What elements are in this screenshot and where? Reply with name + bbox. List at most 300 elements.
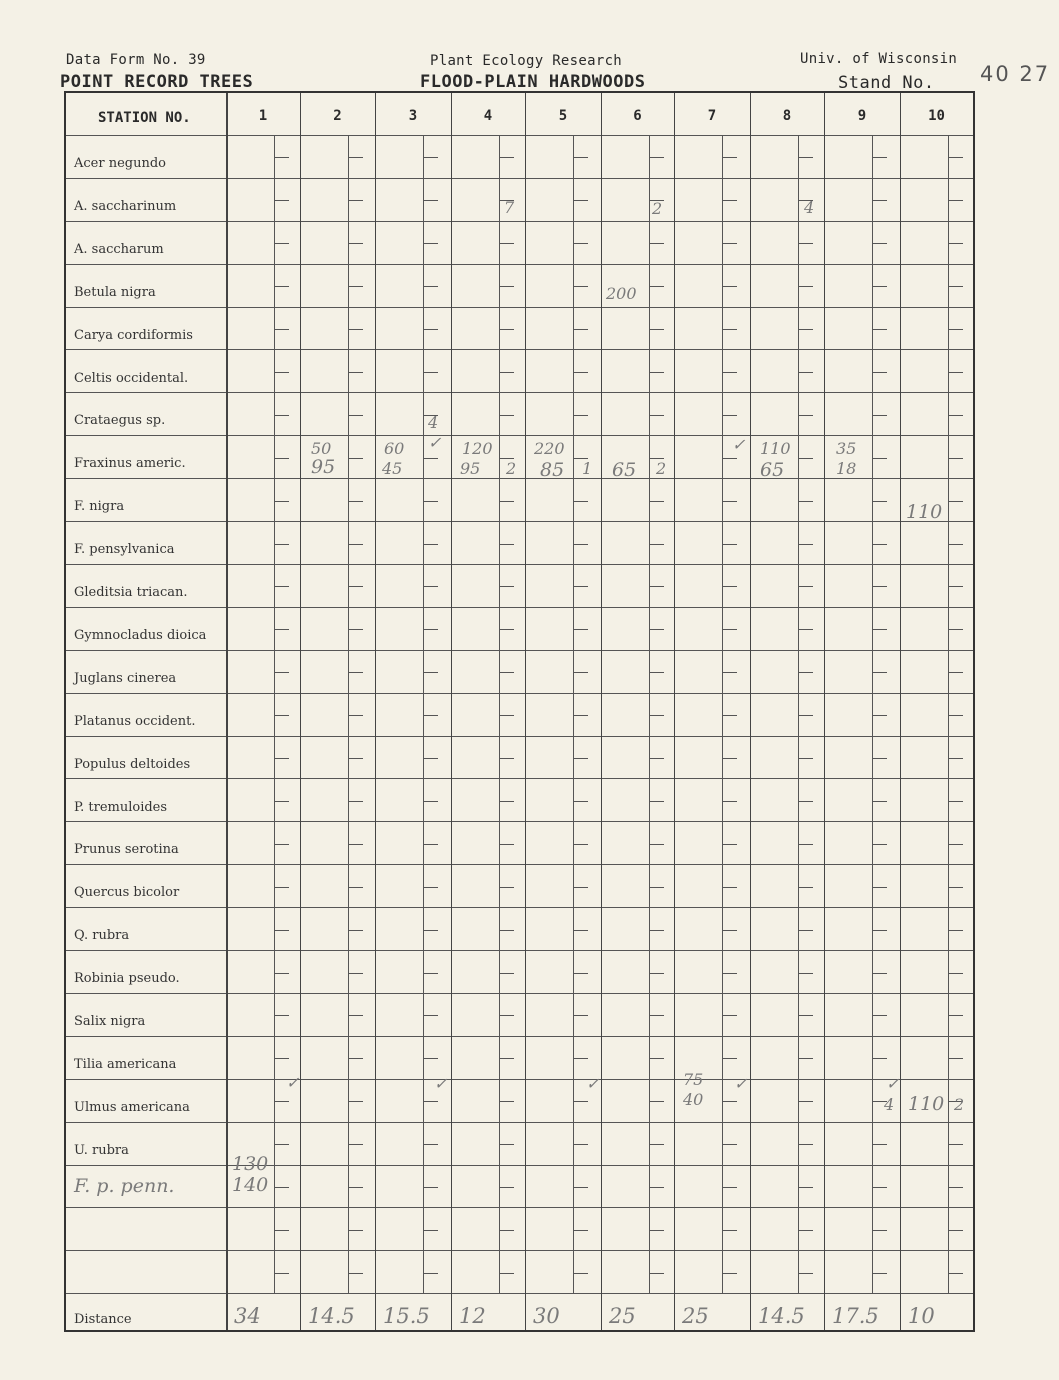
sub-tick: [650, 973, 664, 974]
species-label: Carya cordiformis: [74, 327, 193, 343]
station-number: 4: [483, 108, 493, 124]
sub-tick: [500, 372, 514, 373]
category-label: FLOOD-PLAIN HARDWOODS: [420, 72, 646, 92]
handwritten-entry: 2: [954, 1095, 965, 1114]
sub-tick: [574, 672, 588, 673]
sub-tick: [723, 930, 737, 931]
sub-tick: [500, 329, 514, 330]
sub-tick: [799, 372, 813, 373]
sub-tick: [650, 1230, 664, 1231]
sub-tick: [873, 887, 887, 888]
sub-tick: [500, 415, 514, 416]
sub-tick: [873, 458, 887, 459]
sub-tick: [949, 1015, 963, 1016]
handwritten-entry: 85: [540, 459, 565, 481]
sub-tick: [349, 1230, 363, 1231]
institution-label: Univ. of Wisconsin: [800, 51, 958, 67]
sub-tick: [723, 672, 737, 673]
sub-tick: [574, 415, 588, 416]
distance-value: 25: [682, 1304, 709, 1329]
sub-tick: [873, 1230, 887, 1231]
sub-tick: [799, 501, 813, 502]
species-label: Fraxinus americ.: [74, 456, 186, 472]
sub-tick: [275, 1230, 289, 1231]
sub-tick: [424, 1144, 438, 1145]
species-label: Gymnocladus dioica: [74, 627, 207, 643]
sub-tick: [275, 243, 289, 244]
sub-tick: [275, 200, 289, 201]
sub-tick: [574, 1015, 588, 1016]
sub-tick: [873, 501, 887, 502]
sub-tick: [275, 1144, 289, 1145]
sub-tick: [275, 672, 289, 673]
sub-tick: [949, 887, 963, 888]
handwritten-entry: ✓: [586, 1074, 600, 1093]
sub-tick: [424, 672, 438, 673]
species-label: Prunus serotina: [74, 842, 179, 858]
sub-tick: [500, 157, 514, 158]
sub-tick: [275, 544, 289, 545]
species-label: U. rubra: [74, 1142, 129, 1158]
sub-tick: [349, 1187, 363, 1188]
species-row: [66, 565, 973, 608]
column-divider: [824, 93, 825, 1330]
sub-tick: [500, 1058, 514, 1059]
sub-tick: [349, 415, 363, 416]
distance-value: 15.5: [383, 1304, 430, 1329]
sub-tick: [799, 329, 813, 330]
species-row: [66, 1123, 973, 1166]
sub-tick: [799, 758, 813, 759]
sub-tick: [723, 1187, 737, 1188]
sub-tick: [723, 1101, 737, 1102]
species-row: [66, 522, 973, 565]
sub-tick: [349, 372, 363, 373]
sub-tick: [949, 973, 963, 974]
species-row: [66, 136, 973, 179]
sub-tick: [799, 1273, 813, 1274]
sub-tick: [424, 157, 438, 158]
sub-tick: [723, 629, 737, 630]
sub-tick: [424, 501, 438, 502]
sub-tick: [723, 157, 737, 158]
sub-tick: [349, 1015, 363, 1016]
sub-tick: [349, 1273, 363, 1274]
sub-tick: [424, 1015, 438, 1016]
sub-tick: [873, 672, 887, 673]
station-number: 10: [928, 108, 945, 124]
sub-tick: [650, 1273, 664, 1274]
sub-tick: [949, 844, 963, 845]
sub-tick: [873, 586, 887, 587]
column-divider: [750, 93, 751, 1330]
handwritten-entry: ✓: [732, 435, 746, 454]
sub-tick: [574, 715, 588, 716]
sub-tick: [275, 329, 289, 330]
sub-tick: [723, 243, 737, 244]
sub-tick: [424, 930, 438, 931]
sub-tick: [650, 801, 664, 802]
handwritten-entry: 95: [311, 456, 336, 478]
sub-tick: [949, 1230, 963, 1231]
sub-tick: [723, 200, 737, 201]
sub-tick: [500, 973, 514, 974]
sub-tick: [349, 887, 363, 888]
sub-tick: [799, 715, 813, 716]
sub-tick: [949, 329, 963, 330]
sub-tick: [949, 372, 963, 373]
sub-tick: [799, 458, 813, 459]
sub-tick: [799, 243, 813, 244]
distance-label: Distance: [74, 1311, 132, 1327]
station-label: STATION NO.: [98, 110, 191, 126]
sub-tick: [723, 1273, 737, 1274]
sub-tick: [275, 372, 289, 373]
sub-tick: [799, 1144, 813, 1145]
distance-value: 10: [908, 1304, 935, 1329]
species-label: Populus deltoides: [74, 756, 191, 772]
form-number: Data Form No. 39: [66, 52, 206, 68]
sub-tick: [424, 243, 438, 244]
sub-tick: [873, 801, 887, 802]
species-row: [66, 651, 973, 694]
sub-tick: [650, 544, 664, 545]
sub-tick: [949, 930, 963, 931]
sub-tick: [424, 715, 438, 716]
sub-tick: [799, 286, 813, 287]
sub-tick: [723, 415, 737, 416]
sub-tick: [723, 586, 737, 587]
sub-tick: [799, 586, 813, 587]
sub-tick: [424, 1230, 438, 1231]
blank-row: [66, 1166, 973, 1209]
sub-tick: [424, 458, 438, 459]
sub-tick: [723, 973, 737, 974]
handwritten-entry: 2: [506, 459, 517, 478]
sub-tick: [799, 629, 813, 630]
distance-value: 30: [533, 1304, 560, 1329]
distance-value: 14.5: [758, 1304, 805, 1329]
handwritten-entry: 120: [462, 439, 493, 458]
handwritten-entry: 4: [804, 198, 815, 217]
handwritten-entry: 4: [428, 413, 439, 432]
sub-tick: [500, 1015, 514, 1016]
handwritten-entry: 35: [836, 439, 857, 458]
sub-tick: [574, 1187, 588, 1188]
sub-tick: [574, 372, 588, 373]
sub-tick: [650, 887, 664, 888]
sub-tick: [650, 329, 664, 330]
sub-tick: [723, 372, 737, 373]
species-row: [66, 179, 973, 222]
sub-tick: [424, 200, 438, 201]
sub-tick: [500, 1144, 514, 1145]
species-row: [66, 1037, 973, 1080]
sub-tick: [574, 758, 588, 759]
species-label: Celtis occidental.: [74, 370, 189, 386]
station-number: 8: [782, 108, 792, 124]
species-row: [66, 908, 973, 951]
sub-tick: [949, 458, 963, 459]
sub-tick: [275, 1015, 289, 1016]
sub-tick: [650, 1015, 664, 1016]
sub-tick: [424, 1273, 438, 1274]
handwritten-entry: 65: [760, 459, 785, 481]
sub-tick: [949, 1187, 963, 1188]
handwritten-entry: 1: [582, 459, 593, 478]
sub-tick: [500, 286, 514, 287]
handwritten-entry: 130: [232, 1153, 269, 1175]
sub-tick: [574, 157, 588, 158]
sub-tick: [723, 758, 737, 759]
column-divider: [451, 93, 452, 1330]
column-divider: [525, 93, 526, 1330]
sub-tick: [873, 200, 887, 201]
sub-tick: [873, 372, 887, 373]
species-label: Juglans cinerea: [74, 670, 177, 686]
handwritten-entry: 18: [836, 459, 857, 478]
sub-tick: [873, 973, 887, 974]
sub-tick: [574, 887, 588, 888]
sub-tick: [949, 286, 963, 287]
sub-tick: [349, 672, 363, 673]
sub-tick: [949, 501, 963, 502]
sub-tick: [349, 1144, 363, 1145]
sub-tick: [275, 458, 289, 459]
handwritten-entry: 40: [683, 1090, 704, 1109]
sub-tick: [873, 1058, 887, 1059]
species-row: [66, 822, 973, 865]
sub-tick: [723, 715, 737, 716]
sub-tick: [275, 973, 289, 974]
sub-tick: [500, 1101, 514, 1102]
sub-tick: [949, 243, 963, 244]
sub-tick: [873, 544, 887, 545]
sub-tick: [500, 544, 514, 545]
species-row: [66, 994, 973, 1037]
sub-tick: [873, 758, 887, 759]
sub-tick: [949, 629, 963, 630]
handwritten-entry: 60: [384, 439, 405, 458]
sub-tick: [574, 544, 588, 545]
sub-tick: [799, 544, 813, 545]
species-row: [66, 737, 973, 780]
sub-tick: [424, 629, 438, 630]
handwritten-entry: 140: [232, 1174, 269, 1196]
sub-tick: [873, 243, 887, 244]
species-row: [66, 393, 973, 436]
sub-tick: [500, 887, 514, 888]
sub-tick: [574, 1273, 588, 1274]
sub-tick: [650, 1058, 664, 1059]
sub-tick: [723, 458, 737, 459]
sub-tick: [349, 286, 363, 287]
sub-tick: [349, 973, 363, 974]
sub-tick: [873, 715, 887, 716]
species-label: F. pensylvanica: [74, 542, 175, 558]
handwritten-entry: 7: [504, 198, 515, 217]
handwritten-entry: 95: [460, 459, 481, 478]
sub-tick: [349, 200, 363, 201]
sub-tick: [574, 1058, 588, 1059]
station-number: 2: [333, 108, 342, 124]
sub-tick: [723, 887, 737, 888]
sub-tick: [424, 372, 438, 373]
sub-tick: [650, 1101, 664, 1102]
sub-tick: [500, 801, 514, 802]
sub-tick: [799, 1187, 813, 1188]
sub-tick: [424, 286, 438, 287]
sub-tick: [574, 243, 588, 244]
sub-tick: [873, 415, 887, 416]
handwritten-entry: 2: [656, 459, 667, 478]
species-label: Tilia americana: [74, 1056, 177, 1072]
sub-tick: [949, 415, 963, 416]
sub-tick: [349, 157, 363, 158]
distance-value: 17.5: [832, 1304, 879, 1329]
sub-tick: [349, 544, 363, 545]
station-header-row: [66, 93, 973, 136]
sub-tick: [500, 1273, 514, 1274]
sub-tick: [873, 157, 887, 158]
distance-value: 14.5: [308, 1304, 355, 1329]
sub-tick: [349, 758, 363, 759]
sub-tick: [349, 458, 363, 459]
species-row: [66, 1080, 973, 1123]
sub-tick: [949, 758, 963, 759]
sub-tick: [574, 329, 588, 330]
handwritten-entry: ✓: [286, 1073, 300, 1092]
sub-tick: [574, 973, 588, 974]
sub-tick: [650, 672, 664, 673]
column-divider: [375, 93, 376, 1330]
sub-tick: [949, 200, 963, 201]
species-label: Salix nigra: [74, 1014, 146, 1029]
species-row: [66, 780, 973, 823]
species-label: Quercus bicolor: [74, 885, 180, 901]
sub-tick: [574, 586, 588, 587]
research-label: Plant Ecology Research: [430, 53, 623, 69]
sub-tick: [949, 672, 963, 673]
handwritten-entry: F. p. penn.: [74, 1175, 175, 1197]
blank-row: [66, 1251, 973, 1294]
column-divider: [226, 93, 228, 1330]
sub-tick: [650, 844, 664, 845]
sub-tick: [424, 1187, 438, 1188]
sub-tick: [275, 801, 289, 802]
sub-tick: [574, 801, 588, 802]
species-row: [66, 308, 973, 351]
sub-tick: [275, 715, 289, 716]
sub-tick: [424, 973, 438, 974]
handwritten-entry: 110: [760, 439, 791, 458]
handwritten-entry: ✓: [434, 1074, 448, 1093]
sub-tick: [650, 1144, 664, 1145]
sub-tick: [424, 1101, 438, 1102]
sub-tick: [650, 715, 664, 716]
sub-tick: [574, 501, 588, 502]
sub-tick: [500, 1187, 514, 1188]
sub-tick: [500, 930, 514, 931]
sub-tick: [799, 1058, 813, 1059]
handwritten-entry: 200: [606, 284, 637, 303]
handwritten-entry: ✓: [886, 1074, 900, 1093]
species-label: Crataegus sp.: [74, 413, 166, 429]
form-title: POINT RECORD TREES: [60, 72, 254, 92]
sub-tick: [799, 415, 813, 416]
column-divider: [674, 93, 675, 1330]
sub-tick: [424, 544, 438, 545]
sub-tick: [275, 1058, 289, 1059]
sub-tick: [349, 501, 363, 502]
sub-tick: [650, 372, 664, 373]
sub-tick: [799, 801, 813, 802]
station-number: 1: [258, 108, 268, 124]
sub-tick: [799, 157, 813, 158]
sub-tick: [424, 586, 438, 587]
handwritten-entry: 75: [683, 1070, 704, 1089]
sub-tick: [275, 415, 289, 416]
sub-tick: [650, 586, 664, 587]
species-label: A. saccharinum: [74, 198, 177, 214]
sub-tick: [424, 844, 438, 845]
sub-tick: [574, 200, 588, 201]
sub-tick: [873, 629, 887, 630]
sub-tick: [349, 243, 363, 244]
species-row: [66, 265, 973, 308]
sub-tick: [349, 586, 363, 587]
species-row: [66, 351, 973, 394]
sub-tick: [873, 329, 887, 330]
sub-tick: [650, 930, 664, 931]
sub-tick: [799, 930, 813, 931]
distance-value: 25: [609, 1304, 636, 1329]
sub-tick: [275, 1273, 289, 1274]
sub-tick: [424, 329, 438, 330]
sub-tick: [574, 844, 588, 845]
sub-tick: [873, 1187, 887, 1188]
sub-tick: [723, 1230, 737, 1231]
sub-tick: [949, 1058, 963, 1059]
sub-tick: [799, 844, 813, 845]
sub-tick: [574, 629, 588, 630]
handwritten-entry: 220: [534, 439, 565, 458]
sub-tick: [723, 801, 737, 802]
sub-tick: [873, 1273, 887, 1274]
sub-tick: [650, 415, 664, 416]
sub-tick: [500, 629, 514, 630]
sub-tick: [500, 1230, 514, 1231]
sub-tick: [949, 1273, 963, 1274]
species-row: [66, 865, 973, 908]
sub-tick: [949, 715, 963, 716]
sub-tick: [500, 758, 514, 759]
sub-tick: [723, 1058, 737, 1059]
sub-tick: [723, 1144, 737, 1145]
sub-tick: [349, 329, 363, 330]
sub-tick: [873, 1144, 887, 1145]
species-row: [66, 951, 973, 994]
station-number: 7: [707, 108, 717, 124]
handwritten-entry: 4: [884, 1095, 895, 1114]
sub-tick: [723, 501, 737, 502]
sub-tick: [799, 1101, 813, 1102]
sub-tick: [949, 544, 963, 545]
sub-tick: [650, 243, 664, 244]
point-record-table: [64, 91, 975, 1332]
sub-tick: [650, 629, 664, 630]
station-number: 5: [558, 108, 568, 124]
